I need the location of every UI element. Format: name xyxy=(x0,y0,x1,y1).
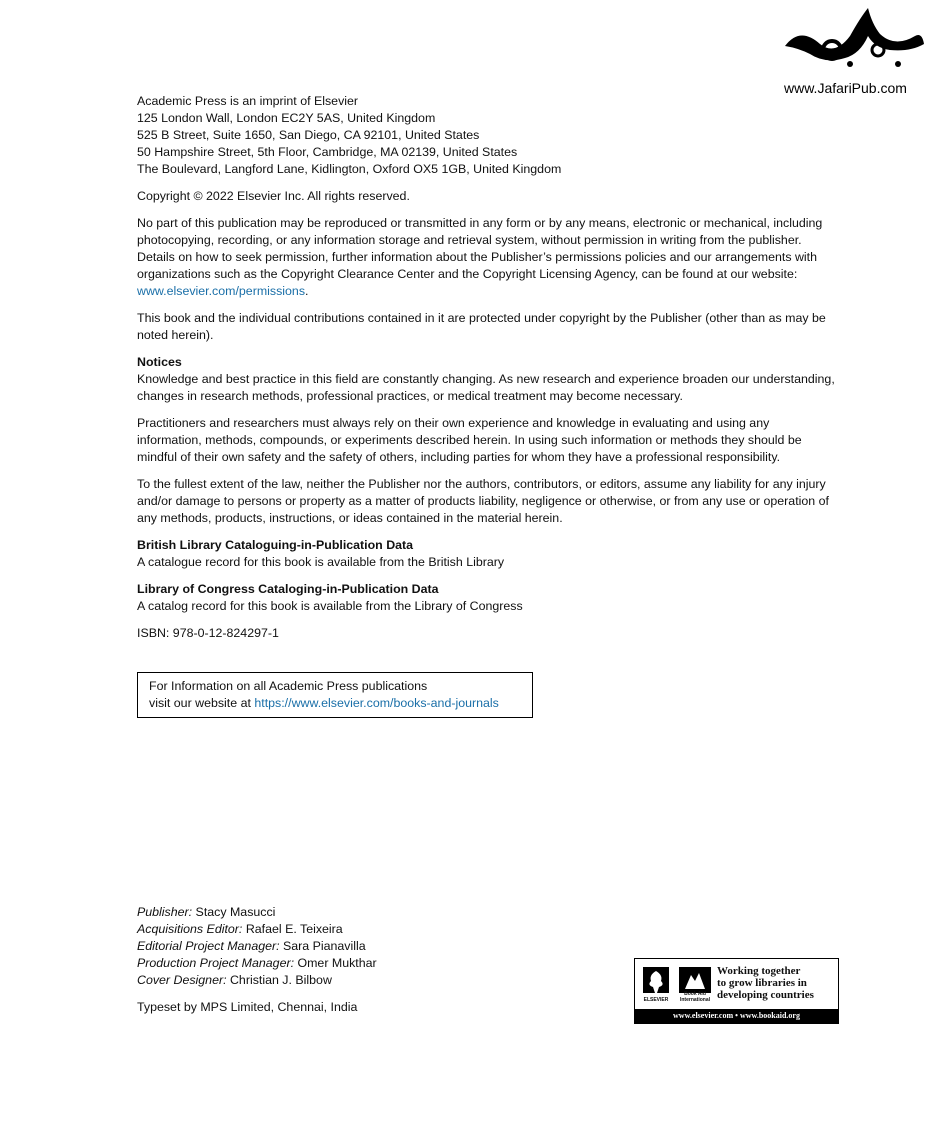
credit-role: Acquisitions Editor: xyxy=(137,922,243,936)
address-line: 525 B Street, Suite 1650, San Diego, CA 92101, United States xyxy=(137,128,480,142)
credit-name: Stacy Masucci xyxy=(192,905,276,919)
credit-role: Cover Designer: xyxy=(137,973,227,987)
address-line: 125 London Wall, London EC2Y 5AS, United Kingdom xyxy=(137,111,436,125)
copyright-notice: Copyright © 2022 Elsevier Inc. All rights reserved. xyxy=(137,189,410,203)
calligraphy-logo-icon xyxy=(780,6,925,81)
book-aid-urls: www.elsevier.com • www.bookaid.org xyxy=(635,1009,838,1023)
copyright-page-body xyxy=(137,93,837,652)
credit-line xyxy=(137,955,377,972)
tagline-line: developing countries xyxy=(717,989,814,1001)
notices-heading: Notices xyxy=(137,355,182,369)
british-library-heading: British Library Cataloguing-in-Publication Data xyxy=(137,538,414,552)
book-aid-icon xyxy=(677,965,713,1003)
british-library-text: A catalogue record for this book is available from the British Library xyxy=(137,555,505,569)
credit-name: Sara Pianavilla xyxy=(279,939,366,953)
permissions-end: . xyxy=(305,284,309,298)
credit-line xyxy=(137,938,377,955)
credits-list xyxy=(137,904,377,989)
credit-line xyxy=(137,921,377,938)
credit-role: Publisher: xyxy=(137,905,193,919)
info-box-line xyxy=(149,695,526,712)
credit-name: Christian J. Bilbow xyxy=(226,973,332,987)
info-box xyxy=(137,672,533,718)
notices-paragraph: To the fullest extent of the law, neither the Publisher nor the authors, contributors, or editors, assume any liability for any injury and/or damage to persons or property as a matter of products liability, negligence or otherwise, or from any use or operation of any methods, products, instructions, or ideas contained in the material herein. xyxy=(137,477,829,525)
permissions-text: No part of this publication may be reproduced or transmitted in any form or by any means, electronic or mechanical, including photocopying, recording, or any information storage and retrieval system, without permission in writing from the publisher. Details on how to seek permission, further information about the Publisher’s permissions policies and our arrangements with organizations such as the Copyright Clearance Center and the Copyright Licensing Agency, can be found at our website: xyxy=(137,216,823,281)
protection-paragraph: This book and the individual contributions contained in it are protected under copyright by the Publisher (other than as may be noted herein). xyxy=(137,311,826,342)
address-line: Academic Press is an imprint of Elsevier xyxy=(137,94,359,108)
elsevier-tree-icon xyxy=(641,965,671,1003)
permissions-link[interactable]: www.elsevier.com/permissions xyxy=(137,284,306,298)
isbn: ISBN: 978-0-12-824297-1 xyxy=(137,626,279,640)
book-aid-label: Book Aid International xyxy=(679,991,710,1003)
info-box-line: For Information on all Academic Press publications xyxy=(149,679,428,693)
credit-role: Editorial Project Manager: xyxy=(137,939,280,953)
permissions-paragraph xyxy=(137,215,837,300)
address-line: The Boulevard, Langford Lane, Kidlington, Oxford OX5 1GB, United Kingdom xyxy=(137,162,562,176)
typeset-note: Typeset by MPS Limited, Chennai, India xyxy=(137,1000,358,1014)
credit-role: Production Project Manager: xyxy=(137,956,295,970)
watermark-url: www.JafariPub.com xyxy=(784,80,907,96)
elsevier-label: ELSEVIER xyxy=(643,997,669,1003)
tagline-line: Working together xyxy=(717,965,801,977)
info-box-prefix: visit our website at xyxy=(149,696,255,710)
credit-name: Rafael E. Teixeira xyxy=(242,922,343,936)
loc-text: A catalog record for this book is available from the Library of Congress xyxy=(137,599,523,613)
notices-paragraph: Practitioners and researchers must always rely on their own experience and knowledge in evaluating and using any information, methods, compounds, or experiments described herein. In using such information or methods they should be mindful of their own safety and the safety of others, including parties for whom they have a professional responsibility. xyxy=(137,416,802,464)
publisher-addresses xyxy=(137,93,837,178)
loc-heading: Library of Congress Cataloging-in-Publication Data xyxy=(137,582,439,596)
credit-line xyxy=(137,904,377,921)
address-line: 50 Hampshire Street, 5th Floor, Cambridge, MA 02139, United States xyxy=(137,145,518,159)
book-aid-tagline xyxy=(717,965,814,1001)
credit-name: Omer Mukthar xyxy=(294,956,377,970)
notices-paragraph: Knowledge and best practice in this field are constantly changing. As new research and experience broaden our understanding, changes in research methods, professional practices, or medical treatment may become necessary. xyxy=(137,372,835,403)
tagline-line: to grow libraries in xyxy=(717,977,807,989)
books-journals-link[interactable]: https://www.elsevier.com/books-and-journals xyxy=(254,696,499,710)
credit-line xyxy=(137,972,377,989)
book-aid-badge xyxy=(634,958,839,1024)
